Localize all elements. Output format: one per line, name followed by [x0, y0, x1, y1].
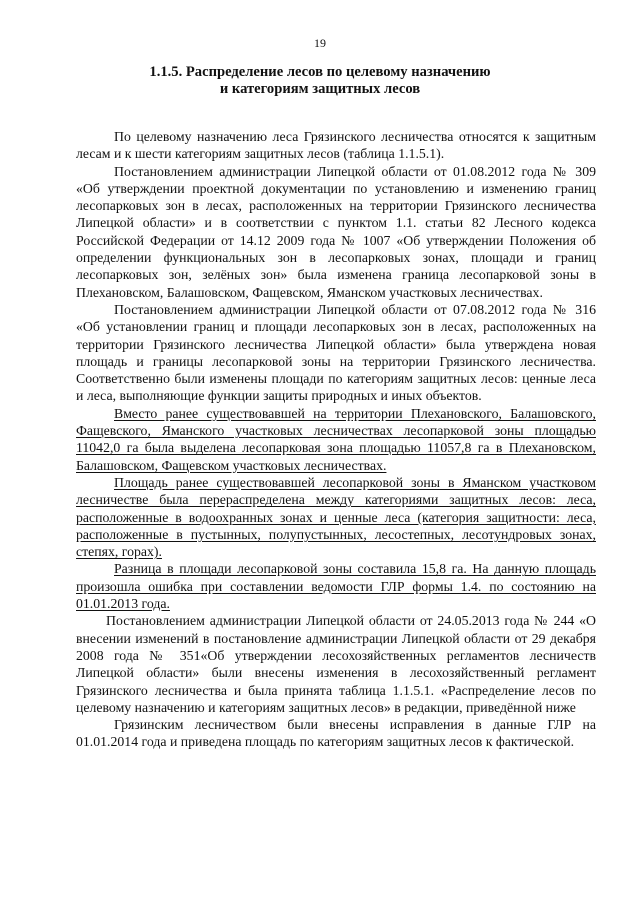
- body-text: [76, 128, 596, 751]
- section-heading: [60, 64, 580, 98]
- paragraph-resolution-316: Постановлением администрации Липецкой области от 07.08.2012 года № 316 «Об установлении границ и площади лесопарковых зон в лесах, расположенных на территории Грязинского лесничества Липецкой области» была утверждена новая площадь и границы лесопарковой зоны на территории Грязинского лесничества. Соответственно были изменены площади по категориям защитных лесов: ценные леса и леса, выполняющие функции защиты природных и иных объектов.: [76, 301, 596, 404]
- paragraph-resolution-309: Постановлением администрации Липецкой области от 01.08.2012 года № 309 «Об утверждении проектной документации по установлению и изменению границ лесопарковых зон в лесах, расположенных на территории Грязинского лесничества Липецкой области» и в соответствии с пунктом 1.1. статьи 82 Лесного кодекса Российской Федерации от 14.12 2009 года № 1007 «Об утверждении Положения об определении функциональных зон в лесопарковых зонах, площади и границ лесопарковых зон, зелёных зон» была изменена граница лесопарковой зоны в Плехановском, Балашовском, Фащевском, Яманском участковых лесничествах.: [76, 163, 596, 300]
- section-heading-line-1: 1.1.5. Распределение лесов по целевому назначению: [149, 64, 491, 80]
- section-heading-line-2: и категориям защитных лесов: [219, 81, 421, 97]
- paragraph-forest-park-zone-area: Вместо ранее существовавшей на территории Плехановского, Балашовского, Фащевского, Яманского участковых лесничествах лесопарковой зоны площадью 11042,0 га была выделена лесопарковая зона площадью 11057,8 га в Плехановском, Балашовском, Фащевском участковых лесничествах.: [76, 405, 596, 473]
- paragraph-area-difference: Разница в площади лесопарковой зоны составила 15,8 га. На данную площадь произошла ошибка при составлении ведомости ГЛР формы 1.4. по состоянию на 01.01.2013 года.: [76, 561, 596, 612]
- paragraph-glr-corrections: Грязинским лесничеством были внесены исправления в данные ГЛР на 01.01.2014 года и приведена площадь по категориям защитных лесов к фактической.: [76, 717, 596, 750]
- paragraph-intro: По целевому назначению леса Грязинского лесничества относятся к защитным лесам и к шести категориям защитных лесов (таблица 1.1.5.1).: [76, 129, 596, 162]
- paragraph-resolution-244: Постановлением администрации Липецкой области от 24.05.2013 года № 244 «О внесении изменений в постановление администрации Липецкой области от 29 декабря 2008 года № 351«Об утверждении лесохозяйственных регламентов лесничеств Липецкой области» были внесены изменения в лесохозяйственный регламент Грязинского лесничества и была принята таблица 1.1.5.1. «Распределение лесов по целевому назначению и категориям защитных лесов» в редакции, приведённой ниже: [76, 613, 596, 715]
- page-number: 19: [314, 36, 326, 50]
- paragraph-yamansky-redistribution: Площадь ранее существовавшей лесопарковой зоны в Яманском участковом лесничестве была перераспределена между категориями защитных лесов: леса, расположенные в водоохранных зонах и ценные леса (категория защитности: леса, расположенные в пустынных, полупустынных, лесостепных, лесотундровых зонах, степях, горах).: [76, 474, 596, 560]
